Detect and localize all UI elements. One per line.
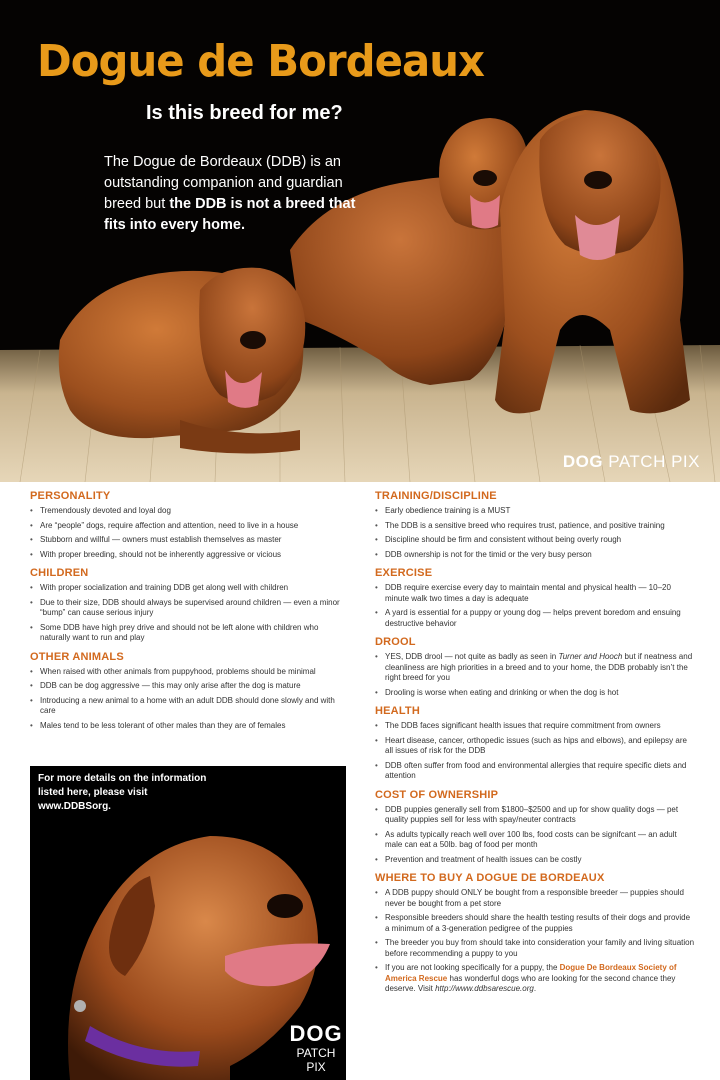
section-title: CHILDREN [30,567,89,579]
bullet-item: • YES, DDB drool — not quite as badly as seen in Turner and Hooch but if neatness and cleanliness are high priorities in a breed and to your home, the DDB probably isn’t the right breed for you [375,652,695,684]
hero-banner [0,0,720,482]
bullet-item: • Prevention and treatment of health issues can be costly [375,855,695,866]
bullet-item: • Drooling is worse when eating and drinking or when the dog is hot [375,688,695,699]
bullet-item: • Males tend to be less tolerant of other males than they are of females [30,721,340,732]
bullet-item: • Are “people” dogs, require affection and attention, need to live in a house [30,521,340,532]
left-column [30,490,340,738]
bullet-item: • DDB can be dog aggressive — this may only arise after the dog is mature [30,681,340,692]
section-health [375,705,695,782]
section-children [30,567,340,644]
bullet-item: • As adults typically reach well over 100 lbs, food costs can be signifcant — an adult male can eat a 50lb. bag of food per month [375,830,695,851]
section-title: HEALTH [375,705,420,717]
section-training-discipline [375,490,695,560]
bullet-list [375,652,695,698]
section-title: OTHER ANIMALS [30,650,124,663]
section-drool [375,636,695,698]
bullet-item: • When raised with other animals from puppyhood, problems should be minimal [30,667,340,678]
bullet-item: • Early obedience training is a MUST [375,506,695,517]
section-title: TRAINING/DISCIPLINE [375,490,497,502]
promo-logo [286,1022,346,1074]
section-title: PERSONALITY [30,490,111,502]
section-title: COST OF OWNERSHIP [375,788,499,801]
bullet-item: • Due to their size, DDB should always be supervised around children — even a minor “bump” can cause serious injury [30,598,340,619]
rescue-url-link[interactable]: http://www.ddbsarescue.org [435,984,534,993]
promo-box [30,766,346,1080]
bullet-item: • DDB require exercise every day to maintain mental and physical health — 10–20 minute walk two times a day is adequate [375,583,695,604]
logo-word-patch-pix: PATCH PIX [603,452,700,471]
bullet-item: • DDB often suffer from food and environmental allergies that require specific diets and attention [375,761,695,782]
bullet-item: • A yard is essential for a puppy or young dog — helps prevent boredom and ensuing destructive behavior [375,608,695,629]
bullet-list [375,583,695,629]
promo-logo-dog: DOG [289,1021,343,1046]
bullet-item: • Stubborn and willful — owners must establish themselves as master [30,535,340,546]
dog-patch-pix-logo [563,452,700,472]
section-title: WHERE TO BUY A DOGUE DE BORDEAUX [375,872,605,884]
promo-logo-patch-pix: PATCH PIX [296,1046,336,1074]
section-title: EXERCISE [375,567,433,579]
page-subtitle: Is this breed for me? [146,102,343,124]
bullet-item: • The DDB is a sensitive breed who requires trust, patience, and positive training [375,521,695,532]
section-title: DROOL [375,636,416,648]
bullet-item: • Tremendously devoted and loyal dog [30,506,340,517]
intro-bold: the DDB is not a breed that fits into every home. [104,196,356,233]
bullet-list [30,506,340,560]
bullet-item: • With proper socialization and training DDB get along well with children [30,583,340,594]
bullet-item: • Heart disease, cancer, orthopedic issues (such as hips and elbows), and epilepsy are all issues of risk for the DDB [375,736,695,757]
bullet-item-rescue: • If you are not looking specifically for a puppy, the Dogue De Bordeaux Society of America Rescue has wonderful dogs who are looking for the second chance they deserve. Visit http://www.ddbsarescue.org. [375,963,695,995]
section-where-to-buy-a-dogue-de-bordeaux [375,872,695,995]
bullet-item: • The DDB faces significant health issues that require commitment from owners [375,721,695,732]
bullet-list [375,721,695,782]
bullet-list [375,506,695,560]
intro-plain: The Dogue de Bordeaux (DDB) is an outstanding companion and guardian breed but [104,154,343,212]
rescue-org-link[interactable]: Dogue De Bordeaux Society of America Rescue [385,963,677,983]
section-exercise [375,567,695,629]
intro-text [104,152,364,236]
right-column [375,490,695,1002]
bullet-item: • Introducing a new animal to a home with an adult DDB should done slowly and with care [30,696,340,717]
bullet-item: • A DDB puppy should ONLY be bought from a responsible breeder — puppies should never be bought from a pet store [375,888,695,909]
bullet-item: • Discipline should be firm and consistent without being overly rough [375,535,695,546]
bullet-list [375,805,695,866]
movie-title: Turner and Hooch [558,652,623,661]
bullet-item: • DDB puppies generally sell from $1800–$2500 and up for show quality dogs — pet quality puppies sell for less with spay/neuter contracts [375,805,695,826]
section-cost-of-ownership [375,789,695,866]
bullet-list [30,583,340,644]
bullet-item: • DDB ownership is not for the timid or the very busy person [375,550,695,561]
bullet-list [375,888,695,995]
bullet-item: • With proper breeding, should not be inherently aggressive or vicious [30,550,340,561]
page-title: Dogue de Bordeaux [37,36,485,87]
bullet-item: • Responsible breeders should share the health testing results of their dogs and provide a minimum of a 3-generation pedigree of the puppies [375,913,695,934]
section-other-animals [30,651,340,732]
promo-text: For more details on the information listed here, please visit www.DDBSorg. [38,773,207,812]
section-personality [30,490,340,560]
logo-word-dog: DOG [562,452,604,471]
bullet-list [30,667,340,732]
bullet-item: • The breeder you buy from should take into consideration your family and living situation before recommending a puppy to you [375,938,695,959]
bullet-item: • Some DDB have high prey drive and should not be left alone with children who naturally want to run and play [30,623,340,644]
